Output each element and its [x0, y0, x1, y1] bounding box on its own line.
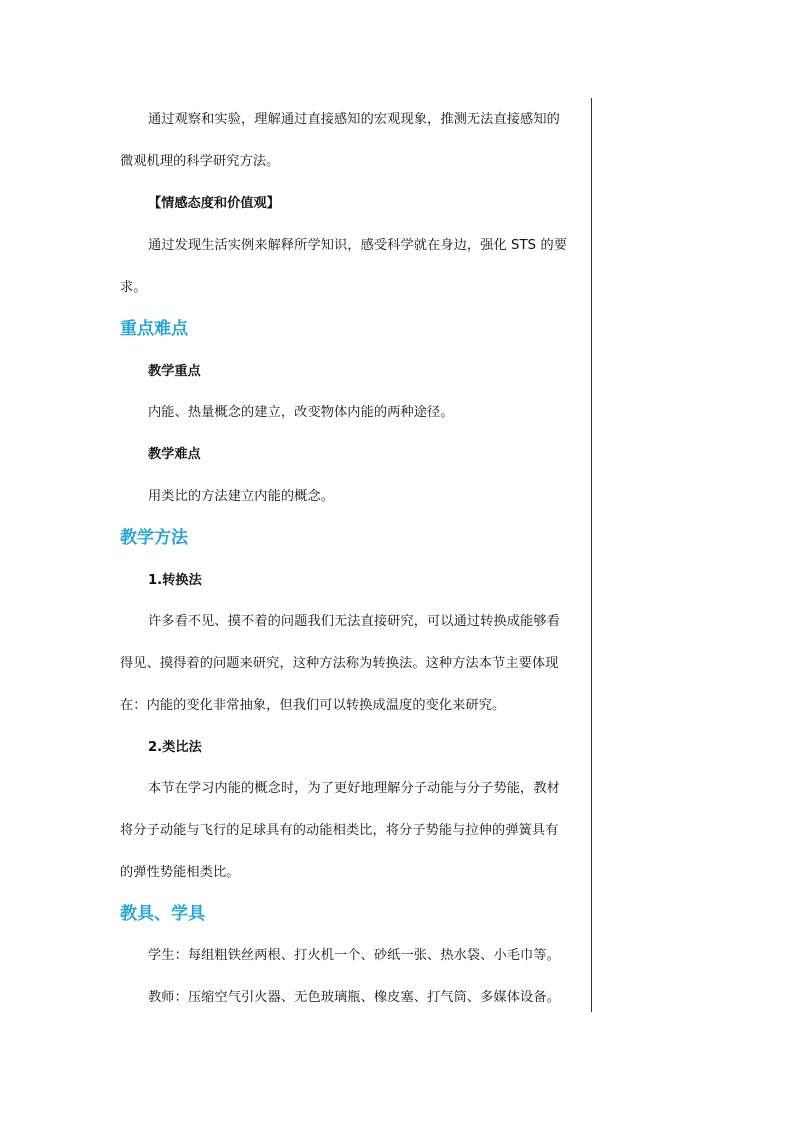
paragraph-line: 本节在学习内能的概念时，为了更好地理解分子动能与分子势能，教材	[148, 781, 560, 796]
paragraph-line: 教师：压缩空气引火器、无色玻璃瓶、橡皮塞、打气筒、多媒体设备。	[148, 990, 560, 1005]
paragraph-line: 许多看不见、摸不着的问题我们无法直接研究，可以通过转换成能够看	[148, 614, 560, 629]
subheading-difficulty: 教学难点	[148, 447, 201, 462]
paragraph-line: 的弹性势能相类比。	[120, 865, 240, 880]
right-margin-rule	[591, 98, 592, 1012]
paragraph-line: 内能、热量概念的建立，改变物体内能的两种途径。	[148, 405, 454, 420]
paragraph-line: 通过发现生活实例来解释所学知识，感受科学就在身边，强化 STS 的要	[148, 238, 568, 253]
bracket-subheading: 【情感态度和价值观】	[148, 196, 280, 211]
paragraph-line: 得见、摸得着的问题来研究，这种方法称为转换法。这种方法本节主要体现	[120, 656, 559, 671]
section-heading-methods: 教学方法	[120, 528, 188, 548]
section-heading-key-points: 重点难点	[120, 319, 188, 339]
paragraph-line: 求。	[120, 280, 147, 295]
paragraph-line: 通过观察和实验，理解通过直接感知的宏观现象，推测无法直接感知的	[148, 112, 560, 127]
section-heading-tools: 教具、学具	[120, 904, 205, 924]
subheading-method-2: 2.类比法	[148, 740, 202, 755]
subheading-method-1: 1.转换法	[148, 573, 202, 588]
paragraph-line: 将分子动能与飞行的足球具有的动能相类比，将分子势能与拉伸的弹簧具有	[120, 823, 559, 838]
subheading-focus: 教学重点	[148, 364, 201, 379]
paragraph-line: 用类比的方法建立内能的概念。	[148, 489, 335, 504]
paragraph-line: 在：内能的变化非常抽象，但我们可以转换成温度的变化来研究。	[120, 698, 506, 713]
paragraph-line: 微观机理的科学研究方法。	[120, 154, 280, 169]
paragraph-line: 学生：每组粗铁丝两根、打火机一个、砂纸一张、热水袋、小毛巾等。	[148, 948, 560, 963]
